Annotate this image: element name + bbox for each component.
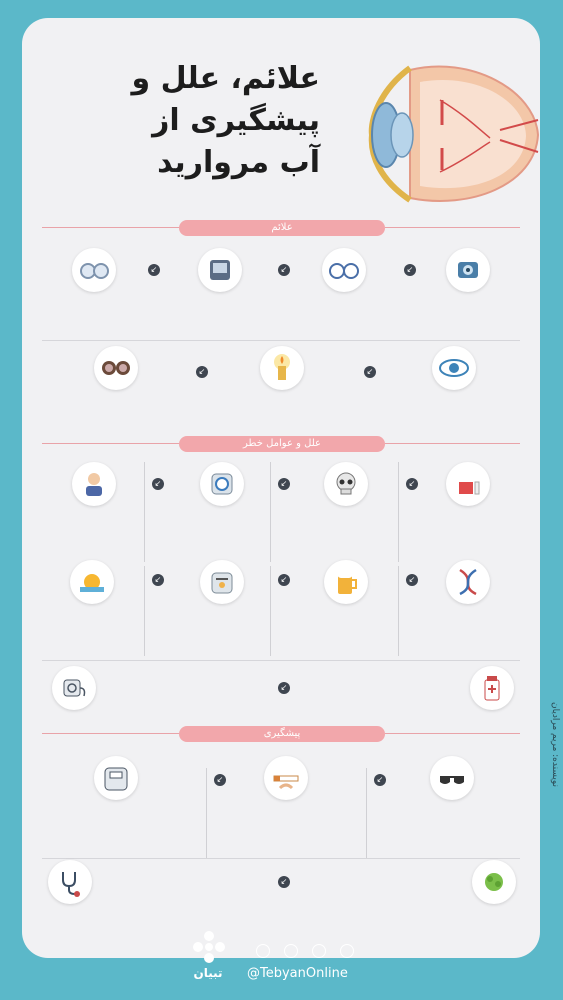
arrow-bullet-icon: ↙ (278, 478, 290, 490)
title-line-1: علائم، علل و (131, 61, 320, 96)
brand-name: تبیان (193, 966, 223, 980)
dna-icon (446, 560, 490, 604)
section-title-symptoms: علائم (179, 220, 385, 236)
night-glasses-icon (322, 248, 366, 292)
beer-mug-icon (324, 560, 368, 604)
twitter-icon[interactable] (312, 944, 326, 958)
arrow-bullet-icon: ↙ (406, 478, 418, 490)
elderly-person-icon (72, 462, 116, 506)
sunglasses-icon (430, 756, 474, 800)
radiotherapy-machine-icon (200, 462, 244, 506)
title-line-3: آب مروارید (157, 145, 320, 180)
arrow-bullet-icon: ↙ (278, 682, 290, 694)
footer (0, 900, 563, 1000)
section-header-causes (22, 434, 540, 454)
arrow-bullet-icon: ↙ (364, 366, 376, 378)
light-sensitivity-icon (72, 248, 116, 292)
social-handle[interactable]: @TebyanOnline (247, 966, 348, 981)
quit-smoking-icon (264, 756, 308, 800)
section-title-causes: علل و عوامل خطر (179, 436, 385, 452)
author-credit: نویسنده: مریم مرادیان (550, 702, 560, 788)
prescription-glasses-icon (94, 346, 138, 390)
arrow-bullet-icon: ↙ (152, 478, 164, 490)
color-palette-icon (198, 248, 242, 292)
double-vision-eye-icon (432, 346, 476, 390)
arrow-bullet-icon: ↙ (278, 574, 290, 586)
arrow-bullet-icon: ↙ (214, 774, 226, 786)
section-header-prevention (22, 724, 540, 744)
arrow-bullet-icon: ↙ (278, 876, 290, 888)
stethoscope-icon (48, 860, 92, 904)
telegram-icon[interactable] (256, 944, 270, 958)
candle-halo-icon (260, 346, 304, 390)
section-header-symptoms (22, 218, 540, 238)
bathroom-scale-icon (94, 756, 138, 800)
sun-icon (70, 560, 114, 604)
arrow-bullet-icon: ↙ (406, 574, 418, 586)
medicine-bottle-icon (470, 666, 514, 710)
skull-icon (324, 462, 368, 506)
section-title-prevention: پیشگیری (179, 726, 385, 742)
arrow-bullet-icon: ↙ (278, 264, 290, 276)
tebyan-logo-icon (190, 928, 228, 966)
arrow-bullet-icon: ↙ (374, 774, 386, 786)
arrow-bullet-icon: ↙ (152, 574, 164, 586)
arrow-bullet-icon: ↙ (196, 366, 208, 378)
blood-pressure-icon (52, 666, 96, 710)
cigarette-pack-icon (446, 462, 490, 506)
arrow-bullet-icon: ↙ (404, 264, 416, 276)
vegetables-icon (472, 860, 516, 904)
arrow-bullet-icon: ↙ (148, 264, 160, 276)
infographic-card (22, 18, 540, 958)
instagram-icon[interactable] (284, 944, 298, 958)
youtube-icon[interactable] (340, 944, 354, 958)
weight-scale-icon (200, 560, 244, 604)
blurry-eye-icon (446, 248, 490, 292)
eye-anatomy-illustration (350, 60, 540, 210)
title-line-2: پیشگیری از (152, 103, 320, 138)
page-title (90, 58, 320, 184)
